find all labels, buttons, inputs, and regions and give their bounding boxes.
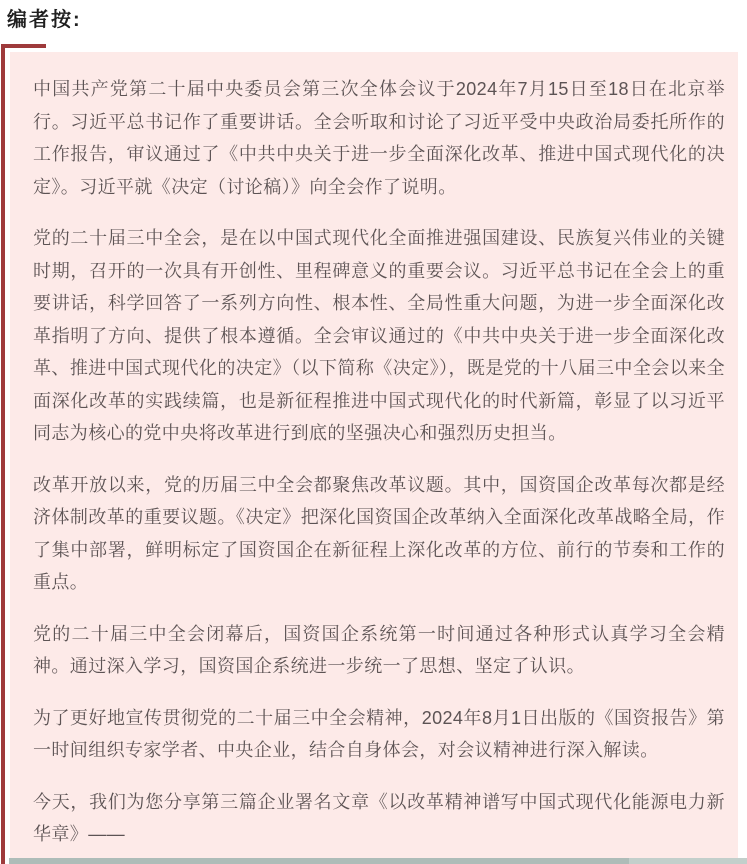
editor-note-box xyxy=(10,52,738,858)
note-paragraph-6: 今天，我们为您分享第三篇企业署名文章《以改革精神谱写中国式现代化能源电力新华章》—— xyxy=(33,791,725,844)
note-paragraph-1: 中国共产党第二十届中央委员会第三次全体会议于2024年7月15日至18日在北京举行。习近平总书记作了重要讲话。全会听取和讨论了习近平受中央政治局委托所作的工作报告，审议通过了《中共中央关于进一步全面深化改革、推进中国式现代化的决定》。习近平就《决定（讨论稿）》向全会作了说明。 xyxy=(33,79,725,197)
accent-bar-horizontal xyxy=(1,44,46,48)
next-content-edge xyxy=(9,858,747,864)
editor-note-title: 编者按: xyxy=(7,9,82,31)
note-paragraph-5: 为了更好地宣传贯彻党的二十届三中全会精神，2024年8月1日出版的《国资报告》第一时间组织专家学者、中央企业，结合自身体会，对会议精神进行深入解读。 xyxy=(33,707,725,760)
accent-bar-vertical xyxy=(1,44,5,864)
note-paragraph-4: 党的二十届三中全会闭幕后，国资国企系统第一时间通过各种形式认真学习全会精神。通过深入学习，国资国企系统进一步统一了思想、坚定了认识。 xyxy=(33,623,725,676)
note-paragraph-2: 党的二十届三中全会，是在以中国式现代化全面推进强国建设、民族复兴伟业的关键时期，召开的一次具有开创性、里程碑意义的重要会议。习近平总书记在全会上的重要讲话，科学回答了一系列方向性、根本性、全局性重大问题，为进一步全面深化改革指明了方向、提供了根本遵循。全会审议通过的《中共中央关于进一步全面深化改革、推进中国式现代化的决定》（以下简称《决定》），既是党的十八届三中全会以来全面深化改革的实践续篇，也是新征程推进中国式现代化的时代新篇，彰显了以习近平同志为核心的党中央将改革进行到底的坚强决心和强烈历史担当。 xyxy=(33,228,725,443)
note-paragraph-3: 改革开放以来，党的历届三中全会都聚焦改革议题。其中，国资国企改革每次都是经济体制改革的重要议题。《决定》把深化国资国企改革纳入全面深化改革战略全局，作了集中部署，鲜明标定了国资国企在新征程上深化改革的方位、前行的节奏和工作的重点。 xyxy=(33,474,725,592)
editor-note-frame xyxy=(1,44,738,864)
